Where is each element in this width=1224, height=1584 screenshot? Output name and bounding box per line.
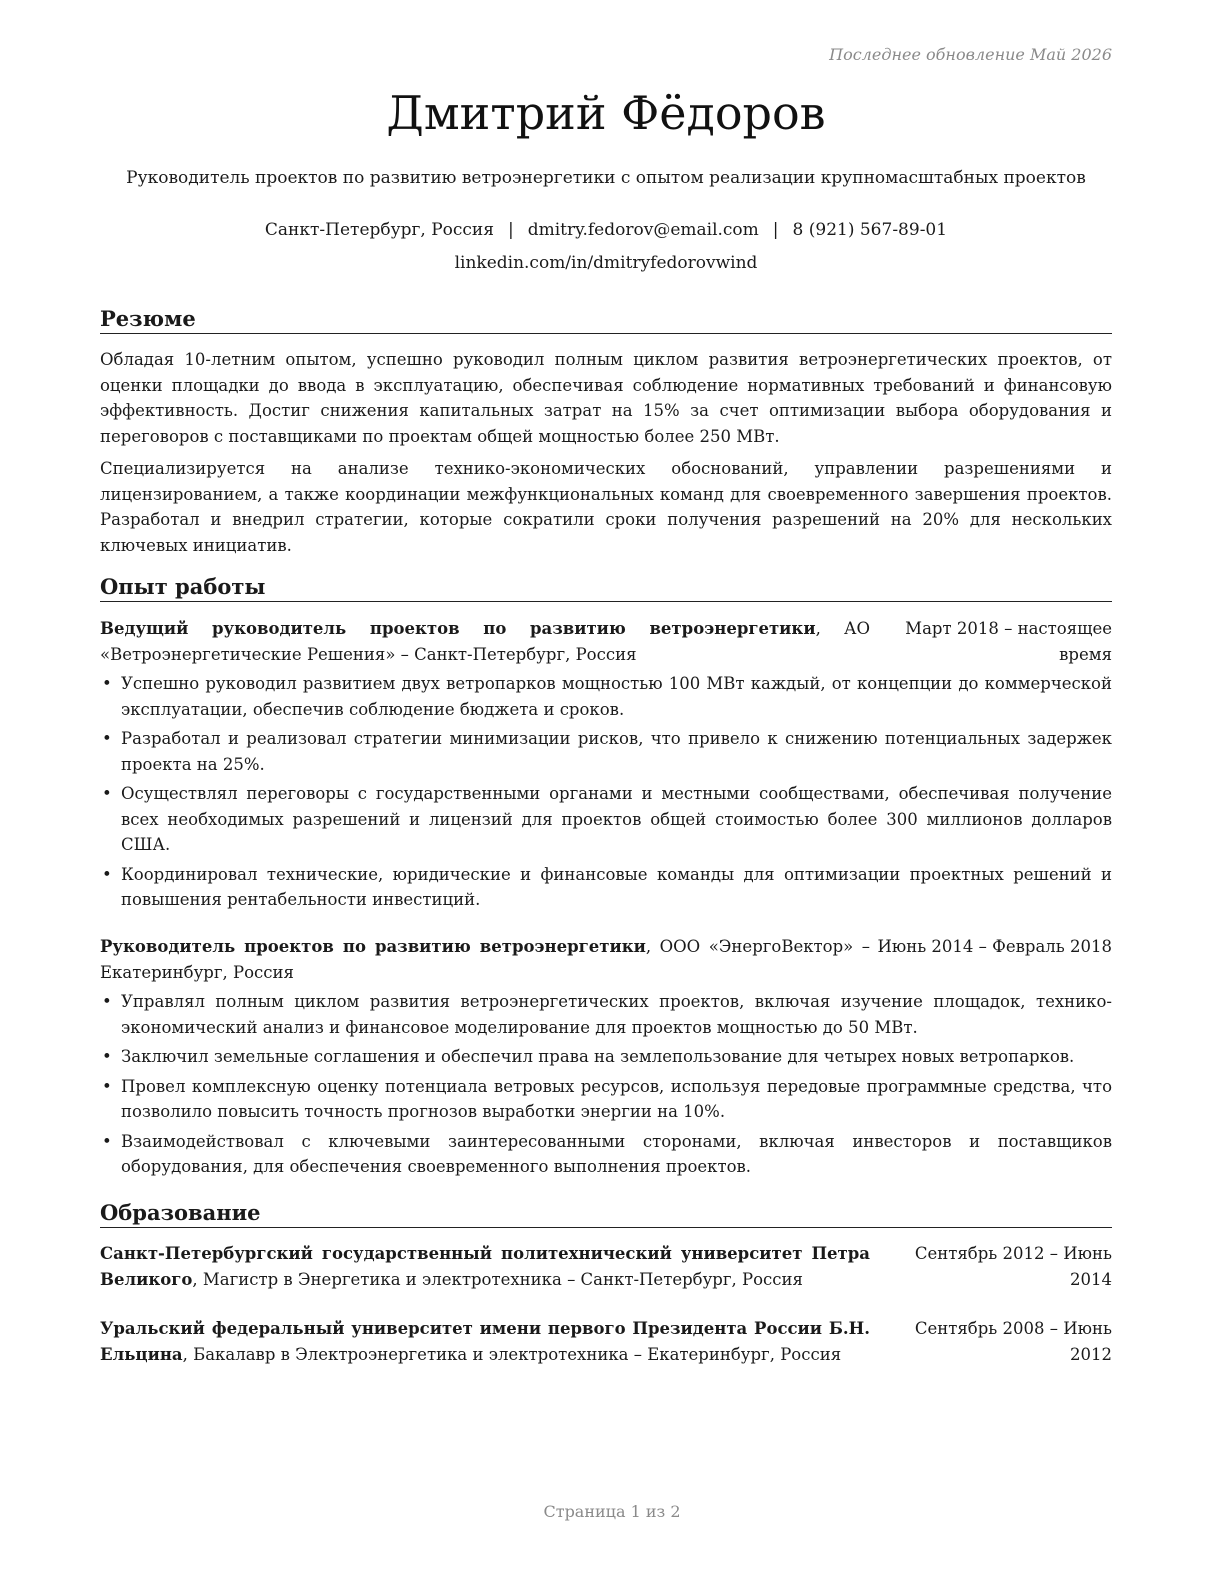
contact-line	[100, 220, 1112, 240]
list-item	[100, 726, 1112, 777]
education-title-block	[100, 1316, 870, 1367]
list-item	[100, 1129, 1112, 1180]
bullet-text: Координировал технические, юридические и финансовые команды для оптимизации проектных решений и повышения рентабельности инвестиций.	[121, 864, 1112, 909]
list-item	[100, 862, 1112, 913]
candidate-name: Дмитрий Фёдоров	[386, 86, 826, 140]
contact-separator: |	[508, 220, 514, 240]
education-header	[100, 1316, 1112, 1367]
bullet-icon: •	[102, 674, 112, 693]
job-header	[100, 616, 1112, 667]
page-number: Страница 1 из 2	[543, 1502, 681, 1521]
bullet-text: Взаимодействовал с ключевыми заинтересованными сторонами, включая инвесторов и поставщиков оборудования, для обеспечения своевременного выполнения проектов.	[121, 1131, 1112, 1176]
education-heading: Образование	[100, 1200, 1112, 1228]
education-institution: Уральский федеральный университет имени первого Президента России Б.Н. Ельцина	[100, 1319, 870, 1364]
list-item	[100, 989, 1112, 1040]
bullet-text: Осуществлял переговоры с государственными органами и местными сообществами, обеспечивая получение всех необходимых разрешений и лицензий для проектов общей стоимостью более 300 миллионов долларов США.	[121, 784, 1112, 854]
contact-phone: 8 (921) 567-89-01	[792, 220, 948, 240]
bullet-icon: •	[102, 1047, 112, 1066]
last-updated: Последнее обновление Май 2026	[829, 45, 1112, 64]
education-institution: Санкт-Петербургский государственный политехнический университет Петра Великого	[100, 1244, 870, 1289]
summary-heading: Резюме	[100, 306, 1112, 334]
job-company: , ООО «ЭнергоВектор» – Екатеринбург, Россия	[100, 937, 870, 982]
list-item	[100, 1044, 1112, 1070]
education-dates: Сентябрь 2012 – Июнь 2014	[914, 1244, 1112, 1289]
job-entry	[100, 616, 1112, 917]
job-title-block	[100, 934, 870, 985]
contact-email[interactable]: dmitry.fedorov@email.com	[527, 220, 759, 240]
job-dates: Март 2018 – настоящее время	[905, 619, 1112, 664]
summary-paragraph: Специализируется на анализе технико-экономических обоснований, управлении разрешениями и лицензированием, а также координации межфункциональных команд для своевременного завершения проектов. Разработал и внедрил стратегии, которые сократили сроки получения разрешений на 20% для нескольких ключевых инициатив.	[100, 459, 1112, 555]
experience-heading: Опыт работы	[100, 574, 1112, 602]
bullet-icon: •	[102, 729, 112, 748]
linkedin-link[interactable]: linkedin.com/in/dmitryfedorovwind	[454, 253, 758, 273]
education-dates: Сентябрь 2008 – Июнь 2012	[914, 1319, 1112, 1364]
job-title-block	[100, 616, 870, 667]
bullet-text: Управлял полным циклом развития ветроэнергетических проектов, включая изучение площадок, технико-экономический анализ и финансовое моделирование для проектов мощностью до 50 МВт.	[121, 992, 1112, 1037]
education-entry	[100, 1241, 1112, 1292]
job-title: Руководитель проектов по развитию ветроэнергетики	[100, 937, 646, 956]
bullet-icon: •	[102, 784, 112, 803]
tagline: Руководитель проектов по развитию ветроэнергетики с опытом реализации крупномасштабных проектов	[126, 168, 1086, 188]
summary-paragraph: Обладая 10-летним опытом, успешно руководил полным циклом развития ветроэнергетических проектов, от оценки площадки до ввода в эксплуатацию, обеспечивая соблюдение нормативных требований и финансовую эффективность. Достиг снижения капитальных затрат на 15% за счет оптимизации выбора оборудования и переговоров с поставщиками по проектам общей мощностью более 250 МВт.	[100, 350, 1112, 446]
education-title-block	[100, 1241, 870, 1292]
education-details: , Магистр в Энергетика и электротехника – Санкт-Петербург, Россия	[192, 1269, 803, 1289]
contact-separator: |	[772, 220, 779, 240]
list-item	[100, 1074, 1112, 1125]
education-header	[100, 1241, 1112, 1292]
bullet-text: Разработал и реализовал стратегии минимизации рисков, что привело к снижению потенциальных задержек проекта на 25%.	[121, 729, 1112, 774]
bullet-icon: •	[102, 864, 112, 884]
job-header	[100, 934, 1112, 985]
bullet-icon: •	[102, 1076, 112, 1096]
job-dates: Июнь 2014 – Февраль 2018	[877, 937, 1112, 956]
bullet-text: Успешно руководил развитием двух ветропарков мощностью 100 МВт каждый, от концепции до коммерческой эксплуатации, обеспечив соблюдение бюджета и сроков.	[121, 674, 1112, 719]
education-details: , Бакалавр в Электроэнергетика и электротехника – Екатеринбург, Россия	[182, 1344, 842, 1364]
job-entry	[100, 934, 1112, 1184]
job-title: Ведущий руководитель проектов по развитию ветроэнергетики	[100, 619, 816, 638]
education-entry	[100, 1316, 1112, 1367]
job-bullets	[100, 989, 1112, 1180]
bullet-text: Провел комплексную оценку потенциала ветровых ресурсов, используя передовые программные средства, что позволило повысить точность прогнозов выработки энергии на 10%.	[121, 1076, 1112, 1121]
contact-location: Санкт-Петербург, Россия	[264, 220, 494, 240]
bullet-icon: •	[102, 1131, 112, 1151]
list-item	[100, 671, 1112, 722]
bullet-icon: •	[102, 992, 112, 1011]
job-bullets	[100, 671, 1112, 913]
job-company: , АО «Ветроэнергетические Решения» – Санкт-Петербург, Россия	[100, 619, 870, 664]
list-item	[100, 781, 1112, 858]
bullet-text: Заключил земельные соглашения и обеспечил права на землепользование для четырех новых ветропарков.	[121, 1047, 1075, 1066]
